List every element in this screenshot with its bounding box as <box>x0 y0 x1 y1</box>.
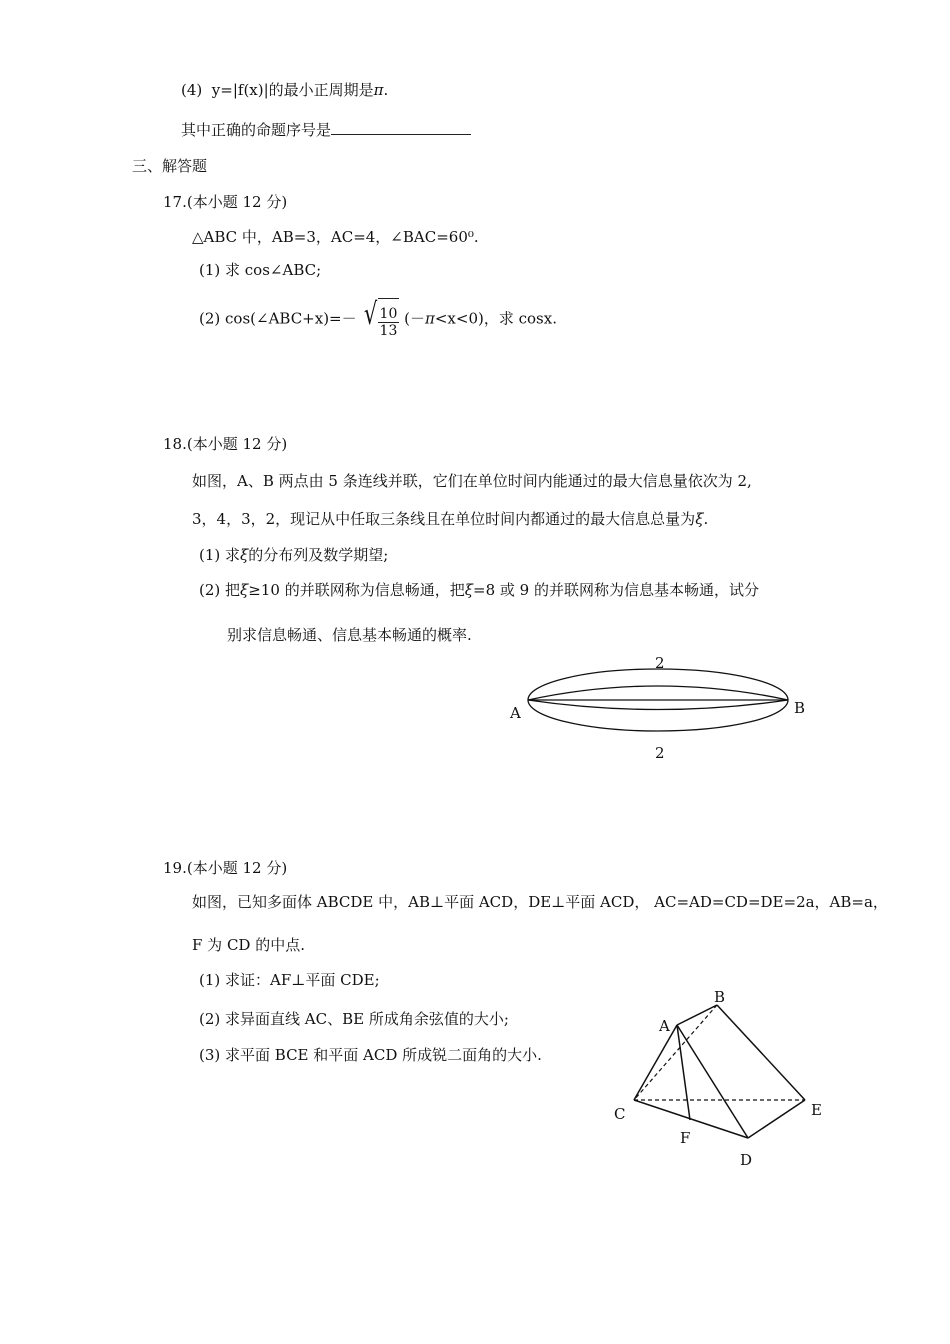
edge-ad <box>677 1025 748 1138</box>
q18-line2 <box>192 509 708 529</box>
q17-part2 <box>199 298 557 341</box>
vertex-d-label: D <box>740 1151 753 1169</box>
radical-icon: √ <box>364 297 378 332</box>
q17-part2-b: (－ <box>404 309 425 328</box>
q19-line1: 如图，已知多面体 ABCDE 中，AB⊥平面 ACD，DE⊥平面 ACD， AC=AD=CD=DE=2a，AB=a， <box>192 893 888 911</box>
q17-part1: (1) 求 cos∠ABC; <box>199 261 322 279</box>
edge-de <box>748 1100 805 1138</box>
xi-symbol: ξ <box>240 546 249 564</box>
fraction-denominator: 13 <box>379 322 398 339</box>
vertex-e-label: E <box>811 1101 822 1119</box>
q19-part1: (1) 求证：AF⊥平面 CDE; <box>199 971 380 989</box>
bottom-line-label: 2 <box>655 744 665 762</box>
q18-line2-b: . <box>703 510 709 528</box>
q16-item4-label: (4) <box>181 81 203 99</box>
top-line-label: 2 <box>655 655 665 672</box>
edge-af <box>677 1025 690 1120</box>
q16-item4-text: y=|f(x)|的最小正周期是 <box>211 81 374 99</box>
q16-answer-line <box>181 120 471 140</box>
q18-part2-a: (2) 把 <box>199 581 241 599</box>
hidden-edge-bc <box>634 1005 717 1100</box>
vertex-b-label: B <box>714 988 726 1006</box>
answer-blank <box>331 120 471 135</box>
inner-curve-lower <box>528 700 788 710</box>
edge-ac <box>634 1025 677 1100</box>
q18-part2-b: ≥10 的并联网称为信息畅通，把 <box>248 581 465 599</box>
fraction-numerator: 10 <box>379 305 398 322</box>
xi-symbol: ξ <box>240 581 249 599</box>
q17-line1: △ABC 中，AB=3，AC=4，∠BAC=60⁰. <box>192 228 479 246</box>
inner-curve-upper <box>528 686 788 700</box>
q18-part1-b: 的分布列及数学期望; <box>248 546 389 564</box>
q17-header: 17.(本小题 12 分) <box>163 193 288 211</box>
q18-part2-c: =8 或 9 的并联网称为信息基本畅通，试分 <box>473 581 759 599</box>
edge-cd <box>634 1100 748 1138</box>
q18-header: 18.(本小题 12 分) <box>163 435 288 453</box>
q18-part2 <box>199 580 759 600</box>
q19-header: 19.(本小题 12 分) <box>163 859 288 877</box>
xi-symbol: ξ <box>695 510 704 528</box>
fraction <box>378 306 400 339</box>
vertex-a-label: A <box>659 1017 670 1035</box>
q16-item4 <box>181 80 388 100</box>
q17-part2-a: (2) cos(∠ABC+x)=－ <box>199 309 357 328</box>
q18-line2-a: 3，4，3，2，现记从中任取三条线且在单位时间内都通过的最大信息总量为 <box>192 510 696 528</box>
node-a-label: A <box>510 704 521 722</box>
q19-part2: (2) 求异面直线 AC、BE 所成角余弦值的大小; <box>199 1010 509 1028</box>
q16-answer-prompt: 其中正确的命题序号是 <box>181 121 332 139</box>
section-heading: 三、解答题 <box>132 157 208 175</box>
vertex-f-label: F <box>680 1129 691 1147</box>
pi-symbol: π <box>373 81 384 99</box>
pi-symbol: π <box>425 309 435 328</box>
xi-symbol: ξ <box>464 581 473 599</box>
vertex-c-label: C <box>614 1105 626 1123</box>
node-b-label: B <box>794 699 806 717</box>
q18-line1: 如图，A、B 两点由 5 条连线并联，它们在单位时间内能通过的最大信息量依次为 2, <box>192 472 752 490</box>
polyhedron-figure <box>600 980 840 1180</box>
q17-part2-c: <x<0)，求 cosx. <box>434 309 557 328</box>
network-figure <box>500 655 820 765</box>
q18-part1 <box>199 545 388 565</box>
edge-ab <box>677 1005 717 1025</box>
q19-part3: (3) 求平面 BCE 和平面 ACD 所成锐二面角的大小. <box>199 1046 542 1064</box>
edge-be <box>717 1005 805 1100</box>
q18-part2-line2: 别求信息畅通、信息基本畅通的概率. <box>227 626 472 644</box>
q18-part1-a: (1) 求 <box>199 546 241 564</box>
q19-line2: F 为 CD 的中点. <box>192 936 305 954</box>
sqrt-expression <box>361 298 399 341</box>
q16-item4-end: . <box>383 81 389 99</box>
